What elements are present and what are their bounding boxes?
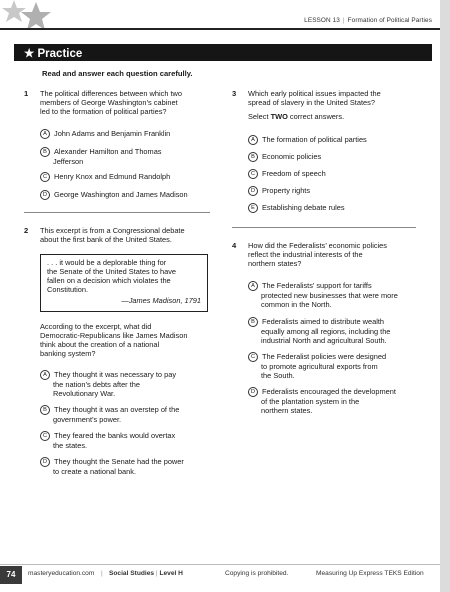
q1-option-a[interactable]: [40, 129, 170, 139]
question-divider: [232, 227, 416, 228]
option-letter-circle: C: [40, 431, 50, 441]
question-2-stem: [40, 226, 185, 244]
q2-option-b[interactable]: [40, 405, 179, 424]
option-letter-circle: D: [248, 387, 258, 397]
q1-option-b[interactable]: [40, 147, 162, 166]
question-4-stem: [248, 241, 387, 268]
q4-option-a[interactable]: [248, 281, 398, 309]
header-rule: [0, 28, 440, 30]
excerpt-box: [40, 254, 208, 312]
option-letter-circle: E: [248, 203, 258, 213]
stem-line: According to the excerpt, what did: [40, 322, 152, 331]
excerpt-line: Constitution.: [47, 285, 89, 294]
question-4-number: 4: [232, 241, 237, 250]
option-text: Federalists encouraged the development: [262, 387, 396, 396]
question-2-number: 2: [24, 226, 29, 235]
option-text: They thought it was an overstep of the: [54, 405, 180, 414]
option-letter-circle: A: [40, 129, 50, 139]
option-text: to create a national bank.: [53, 467, 136, 476]
lesson-number: LESSON 13: [304, 17, 340, 24]
footer-copy: Copying is prohibited.: [225, 570, 289, 577]
option-text: to promote agricultural exports from: [261, 362, 378, 371]
option-text: equally among all regions, including the: [261, 327, 391, 336]
option-text: The Federalist policies were designed: [262, 352, 387, 361]
q4-option-c[interactable]: [248, 352, 386, 380]
option-text: They feared the banks would overtax: [54, 431, 176, 440]
footer-edition: Measuring Up Express TEKS Edition: [316, 570, 424, 577]
q1-option-d[interactable]: [40, 190, 188, 200]
option-text: common in the North.: [261, 300, 332, 309]
stem-line: The political differences between which two: [40, 89, 183, 98]
q1-option-c[interactable]: [40, 172, 170, 182]
option-text: John Adams and Benjamin Franklin: [54, 129, 171, 138]
footer-sep: |: [101, 570, 103, 577]
option-text: The formation of political parties: [262, 135, 367, 144]
footer-subject: Social Studies: [109, 570, 155, 577]
q3-option-c[interactable]: [248, 169, 326, 179]
option-text: the states.: [53, 441, 88, 450]
question-3-stem: [248, 89, 381, 121]
excerpt-line: the Senate of the United States to have: [47, 267, 177, 276]
option-text: Henry Knox and Edmund Randolph: [54, 172, 171, 181]
option-letter-circle: B: [40, 405, 50, 415]
q3-option-d[interactable]: [248, 186, 310, 196]
page-number: 74: [0, 566, 22, 584]
option-text: Establishing debate rules: [262, 203, 345, 212]
option-text: protected new businesses that were more: [261, 291, 398, 300]
option-letter-circle: D: [40, 190, 50, 200]
option-letter-circle: B: [248, 317, 258, 327]
option-text: Jefferson: [53, 157, 84, 166]
option-text: The Federalists’ support for tariffs: [262, 281, 372, 290]
stem-line: members of George Washington’s cabinet: [40, 98, 178, 107]
question-divider: [24, 212, 210, 213]
q3-option-e[interactable]: [248, 203, 345, 213]
stars-logo-icon: [0, 0, 60, 40]
stem-line: spread of slavery in the United States?: [248, 98, 375, 107]
option-letter-circle: D: [248, 186, 258, 196]
option-text: the South.: [261, 371, 295, 380]
select-text: correct answers.: [287, 112, 345, 121]
excerpt-attribution: —James Madison, 1791: [121, 296, 201, 305]
option-letter-circle: B: [248, 152, 258, 162]
stem-line: Which early political issues impacted the: [248, 89, 381, 98]
question-1-stem: [40, 89, 182, 116]
option-text: of the plantation system in the: [261, 397, 360, 406]
footer-subject-level: Social Studies | Level H: [109, 570, 183, 577]
select-instruction: [248, 112, 381, 121]
option-text: They thought the Senate had the power: [54, 457, 184, 466]
question-3-number: 3: [232, 89, 237, 98]
stem-line: banking system?: [40, 349, 96, 358]
excerpt-line: fallen on a decision which violates the: [47, 276, 171, 285]
q3-option-b[interactable]: [248, 152, 321, 162]
excerpt-line: . . . it would be a deplorable thing for: [47, 258, 167, 267]
question-2-followup: [40, 322, 187, 358]
stem-line: think about the creation of a national: [40, 340, 160, 349]
option-text: Revolutionary War.: [53, 389, 116, 398]
option-text: government’s power.: [53, 415, 122, 424]
q2-option-c[interactable]: [40, 431, 175, 450]
option-text: northern states.: [261, 406, 313, 415]
stem-line: about the first bank of the United States.: [40, 235, 172, 244]
stem-line: reflect the industrial interests of the: [248, 250, 363, 259]
q3-option-a[interactable]: [248, 135, 367, 145]
stem-line: Democratic-Republicans like James Madison: [40, 331, 188, 340]
page-edge-shadow: [440, 0, 450, 592]
option-text: Economic policies: [262, 152, 322, 161]
option-text: Federalists aimed to distribute wealth: [262, 317, 385, 326]
q2-option-d[interactable]: [40, 457, 184, 476]
select-count: TWO: [270, 112, 288, 121]
option-text: Property rights: [262, 186, 311, 195]
option-text: the nation’s debts after the: [53, 380, 140, 389]
option-letter-circle: D: [40, 457, 50, 467]
stem-line: This excerpt is from a Congressional debate: [40, 226, 185, 235]
q4-option-b[interactable]: [248, 317, 390, 345]
lesson-header: LESSON 13 | Formation of Political Parties: [304, 17, 432, 24]
q4-option-d[interactable]: [248, 387, 396, 415]
option-letter-circle: C: [40, 172, 50, 182]
option-text: Alexander Hamilton and Thomas: [54, 147, 162, 156]
option-letter-circle: A: [40, 370, 50, 380]
stem-line: northern states?: [248, 259, 302, 268]
option-text: They thought it was necessary to pay: [54, 370, 177, 379]
option-letter-circle: A: [248, 135, 258, 145]
option-letter-circle: C: [248, 352, 258, 362]
practice-title: ★ Practice: [24, 47, 83, 60]
stem-line: How did the Federalists’ economic policies: [248, 241, 387, 250]
option-letter-circle: B: [40, 147, 50, 157]
stem-line: led to the formation of political parties?: [40, 107, 167, 116]
footer-site[interactable]: masteryeducation.com: [28, 570, 95, 577]
option-letter-circle: A: [248, 281, 258, 291]
practice-banner: [14, 44, 432, 61]
question-1-number: 1: [24, 89, 29, 98]
select-text: Select: [248, 112, 271, 121]
footer-level: Level H: [159, 570, 183, 577]
option-text: industrial North and agricultural South.: [261, 336, 387, 345]
option-letter-circle: C: [248, 169, 258, 179]
q2-option-a[interactable]: [40, 370, 176, 398]
lesson-title: Formation of Political Parties: [347, 17, 432, 24]
option-text: Freedom of speech: [262, 169, 326, 178]
instructions: Read and answer each question carefully.: [42, 69, 193, 78]
option-text: George Washington and James Madison: [54, 190, 188, 199]
